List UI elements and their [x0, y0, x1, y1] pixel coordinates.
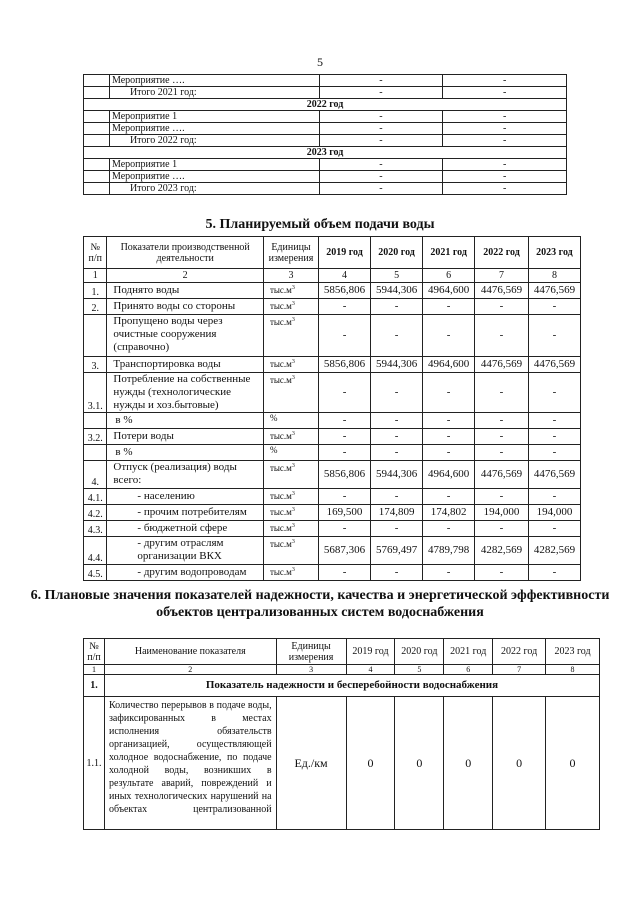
unit-sup: 3	[291, 491, 295, 497]
activity-value-a: -	[319, 135, 443, 147]
indicator-unit	[263, 505, 318, 521]
indicator-value: 4476,569	[475, 461, 529, 489]
unit-sup: 3	[291, 375, 295, 381]
indicator-value: 4964,600	[423, 283, 475, 299]
activity-name: Мероприятие 1	[109, 111, 319, 123]
unit-sup: 3	[291, 359, 295, 365]
indicator-name: - другим водопроводам	[107, 565, 264, 581]
indicator-value: 4476,569	[528, 283, 580, 299]
page-number: 5	[317, 55, 323, 69]
unit-text: %	[269, 413, 278, 423]
indicator-value: -	[528, 429, 580, 445]
hdr-2020: 2020 год	[371, 237, 423, 269]
unit-sup: 3	[291, 285, 295, 291]
col-number: 6	[444, 665, 493, 675]
indicator-value: -	[319, 299, 371, 315]
indicator-row	[84, 315, 581, 357]
indicator-value: 5856,806	[319, 283, 371, 299]
activity-row	[84, 111, 567, 123]
indicator-value: -	[423, 521, 475, 537]
hdr-unit: Единицы измерения	[263, 237, 318, 269]
unit-text: тыс.м	[269, 491, 292, 501]
col-number: 7	[475, 269, 529, 283]
indicator-value: -	[528, 521, 580, 537]
indicator-value: -	[475, 445, 529, 461]
indicator-value: -	[528, 489, 580, 505]
activity-value-b: -	[443, 87, 567, 99]
indicator-value: 4476,569	[528, 357, 580, 373]
indicator-value: -	[475, 521, 529, 537]
indicator-value: -	[371, 565, 423, 581]
indicator-unit	[263, 283, 318, 299]
activity-value-a: -	[319, 75, 443, 87]
indicator-value: -	[475, 489, 529, 505]
unit-sup: 3	[291, 301, 295, 307]
activity-value-a: -	[319, 159, 443, 171]
hdr-2021: 2021 год	[423, 237, 475, 269]
indicator-row	[84, 537, 581, 565]
indicator-value: 5687,306	[319, 537, 371, 565]
activity-row	[84, 147, 567, 159]
indicator-num: 4.5.	[84, 565, 107, 581]
hdr6-2020: 2020 год	[395, 639, 444, 665]
section5-title: 5. Планируемый объем подачи воды	[205, 217, 435, 232]
indicator-unit	[263, 299, 318, 315]
hdr6-num: № п/п	[84, 639, 105, 665]
activity-row	[84, 75, 567, 87]
indicator-num	[84, 413, 107, 429]
indicator-row	[84, 373, 581, 413]
activity-value-a: -	[319, 111, 443, 123]
indicator-num	[84, 445, 107, 461]
indicator-name: в %	[107, 413, 264, 429]
indicator-unit	[263, 565, 318, 581]
indicator-value: 4476,569	[475, 357, 529, 373]
indicator-value: 174,809	[371, 505, 423, 521]
activity-value-a: -	[319, 183, 443, 195]
activity-row	[84, 135, 567, 147]
col-number: 7	[493, 665, 546, 675]
indicator-unit	[263, 537, 318, 565]
col-number: 8	[528, 269, 580, 283]
water-supply-table	[83, 236, 581, 581]
unit-text: тыс.м	[269, 285, 292, 295]
col-number: 3	[276, 665, 346, 675]
activity-row	[84, 99, 567, 111]
indicator-value: -	[528, 373, 580, 413]
indicator-row	[84, 489, 581, 505]
activity-value-a: -	[319, 171, 443, 183]
row-2020: 0	[395, 697, 444, 830]
unit-text: тыс.м	[269, 463, 292, 473]
indicator-num: 4.4.	[84, 537, 107, 565]
indicator-value: -	[475, 373, 529, 413]
indicator-row	[84, 413, 581, 429]
activity-value-a: -	[319, 123, 443, 135]
indicator-value: -	[423, 565, 475, 581]
unit-sup: 3	[291, 463, 295, 469]
activity-name: Мероприятие ….	[109, 171, 319, 183]
indicator-unit	[263, 413, 318, 429]
hdr6-2022: 2022 год	[493, 639, 546, 665]
indicator-value: -	[371, 413, 423, 429]
indicator-row	[84, 521, 581, 537]
row-name: Количество перерывов в подаче воды, зафиксированных в местах исполнения обязательств организацией, осуществляющей холодное водоснабжение, по подаче холодной воды, возникших в результате аварий, повреждений и иных технологических нарушений на объектах централизованной	[104, 697, 276, 830]
indicator-value: -	[423, 373, 475, 413]
hdr-num: № п/п	[84, 237, 107, 269]
indicator-num: 1.	[84, 283, 107, 299]
indicator-value: 4964,600	[423, 461, 475, 489]
indicator-value: -	[319, 521, 371, 537]
indicator-value: 169,500	[319, 505, 371, 521]
indicator-value: -	[528, 299, 580, 315]
row-2019: 0	[346, 697, 395, 830]
indicator-value: -	[423, 429, 475, 445]
col-number: 4	[346, 665, 395, 675]
activity-row	[84, 171, 567, 183]
activity-num	[84, 183, 110, 195]
activity-value-a: -	[319, 87, 443, 99]
unit-text: тыс.м	[269, 539, 292, 549]
row-2022: 0	[493, 697, 546, 830]
col-number: 4	[319, 269, 371, 283]
indicator-value: -	[475, 565, 529, 581]
activity-row	[84, 183, 567, 195]
indicator-value: -	[319, 315, 371, 357]
indicator-name: - другим отраслям организации ВКХ	[107, 537, 264, 565]
indicator-value: -	[371, 299, 423, 315]
col-number: 8	[546, 665, 600, 675]
unit-text: тыс.м	[269, 567, 292, 577]
activity-num	[84, 75, 110, 87]
indicator-value: -	[371, 521, 423, 537]
activity-value-b: -	[443, 183, 567, 195]
unit-text: тыс.м	[269, 523, 292, 533]
indicator-value: 5944,306	[371, 283, 423, 299]
indicator-num: 3.1.	[84, 373, 107, 413]
indicator-name: Принято воды со стороны	[107, 299, 264, 315]
indicator-num: 4.	[84, 461, 107, 489]
indicator-value: 5856,806	[319, 461, 371, 489]
activity-value-b: -	[443, 171, 567, 183]
hdr6-2023: 2023 год	[546, 639, 600, 665]
col-number: 1	[84, 665, 105, 675]
col-number: 3	[263, 269, 318, 283]
activity-row	[84, 159, 567, 171]
activity-row	[84, 87, 567, 99]
unit-text: тыс.м	[269, 375, 292, 385]
indicator-value: -	[319, 429, 371, 445]
unit-sup: 3	[291, 317, 295, 323]
activity-value-b: -	[443, 123, 567, 135]
indicator-unit	[263, 521, 318, 537]
hdr-2023: 2023 год	[528, 237, 580, 269]
indicator-value: -	[475, 299, 529, 315]
indicator-value: -	[371, 445, 423, 461]
hdr6-name: Наименование показателя	[104, 639, 276, 665]
row-2021: 0	[444, 697, 493, 830]
indicator-name: Отпуск (реализация) воды всего:	[107, 461, 264, 489]
indicator-unit	[263, 357, 318, 373]
indicator-name: Потребление на собственные нужды (технологические нужды и хоз.бытовые)	[107, 373, 264, 413]
indicator-value: 4476,569	[475, 283, 529, 299]
unit-sup: 3	[291, 507, 295, 513]
unit-text: тыс.м	[269, 317, 292, 327]
activity-name: Итого 2021 год:	[109, 87, 319, 99]
group-num: 1.	[84, 675, 105, 697]
hdr6-2021: 2021 год	[444, 639, 493, 665]
indicator-value: -	[423, 445, 475, 461]
indicator-value: 194,000	[528, 505, 580, 521]
indicator-name: Потери воды	[107, 429, 264, 445]
indicator-value: -	[528, 445, 580, 461]
indicator-value: -	[528, 315, 580, 357]
indicator-row	[84, 283, 581, 299]
indicator-num: 3.2.	[84, 429, 107, 445]
indicator-num: 4.1.	[84, 489, 107, 505]
indicator-name: - населению	[107, 489, 264, 505]
activity-num	[84, 135, 110, 147]
indicator-row	[84, 565, 581, 581]
hdr-indicator: Показатели производственной деятельности	[107, 237, 264, 269]
indicator-value: 174,802	[423, 505, 475, 521]
indicator-row	[84, 505, 581, 521]
activity-name: Мероприятие ….	[109, 123, 319, 135]
indicator-name: Поднято воды	[107, 283, 264, 299]
indicator-name: - бюджетной сфере	[107, 521, 264, 537]
activity-row	[84, 123, 567, 135]
group-title: Показатель надежности и бесперебойности водоснабжения	[104, 675, 599, 697]
col-number: 2	[104, 665, 276, 675]
activity-name: Итого 2022 год:	[109, 135, 319, 147]
indicator-value: -	[319, 445, 371, 461]
indicator-unit	[263, 429, 318, 445]
indicator-value: -	[423, 315, 475, 357]
unit-sup: 3	[291, 523, 295, 529]
year-heading: 2023 год	[84, 147, 567, 159]
indicator-value: 4282,569	[475, 537, 529, 565]
indicator-value: 5944,306	[371, 461, 423, 489]
unit-text: %	[269, 445, 278, 455]
activity-num	[84, 111, 110, 123]
indicator-value: 4476,569	[528, 461, 580, 489]
unit-sup: 3	[291, 567, 295, 573]
indicator-value: -	[319, 565, 371, 581]
indicator-value: 194,000	[475, 505, 529, 521]
indicator-value: -	[371, 315, 423, 357]
unit-text: тыс.м	[269, 301, 292, 311]
indicator-value: -	[423, 413, 475, 429]
indicator-num: 2.	[84, 299, 107, 315]
indicator-num: 3.	[84, 357, 107, 373]
indicator-value: -	[475, 315, 529, 357]
activity-value-b: -	[443, 135, 567, 147]
activity-value-b: -	[443, 111, 567, 123]
indicator-num: 4.2.	[84, 505, 107, 521]
row-unit: Ед./км	[276, 697, 346, 830]
indicator-value: -	[319, 413, 371, 429]
activity-num	[84, 171, 110, 183]
indicator-unit	[263, 461, 318, 489]
activity-name: Мероприятие 1	[109, 159, 319, 171]
indicator-value: -	[371, 373, 423, 413]
activity-value-b: -	[443, 75, 567, 87]
unit-sup: 3	[291, 431, 295, 437]
unit-sup: 3	[291, 539, 295, 545]
unit-text: тыс.м	[269, 431, 292, 441]
indicator-value: -	[423, 489, 475, 505]
indicator-value: -	[319, 373, 371, 413]
row-2023: 0	[546, 697, 600, 830]
indicator-value: -	[528, 565, 580, 581]
unit-text: тыс.м	[269, 359, 292, 369]
indicator-row	[84, 461, 581, 489]
indicator-unit	[263, 489, 318, 505]
indicator-name: Транспортировка воды	[107, 357, 264, 373]
activity-value-b: -	[443, 159, 567, 171]
indicator-value: -	[371, 429, 423, 445]
indicator-value: 4282,569	[528, 537, 580, 565]
indicator-value: -	[475, 429, 529, 445]
col-number: 1	[84, 269, 107, 283]
col-number: 2	[107, 269, 264, 283]
col-number: 5	[371, 269, 423, 283]
indicator-name: - прочим потребителям	[107, 505, 264, 521]
reliability-table	[83, 638, 600, 830]
hdr6-2019: 2019 год	[346, 639, 395, 665]
indicator-unit	[263, 373, 318, 413]
year-heading: 2022 год	[84, 99, 567, 111]
indicator-name: в %	[107, 445, 264, 461]
indicator-row	[84, 429, 581, 445]
indicator-value: 5944,306	[371, 357, 423, 373]
indicator-unit	[263, 315, 318, 357]
indicator-value: 4964,600	[423, 357, 475, 373]
col-number: 6	[423, 269, 475, 283]
activity-num	[84, 87, 110, 99]
indicator-row	[84, 445, 581, 461]
indicator-value: -	[475, 413, 529, 429]
indicator-num	[84, 315, 107, 357]
hdr-2019: 2019 год	[319, 237, 371, 269]
indicator-row	[84, 299, 581, 315]
indicator-value: 5856,806	[319, 357, 371, 373]
hdr-2022: 2022 год	[475, 237, 529, 269]
indicator-num: 4.3.	[84, 521, 107, 537]
col-number: 5	[395, 665, 444, 675]
section6-title: 6. Плановые значения показателей надежности, качества и энергетической эффективности объектов централизованных систем водоснабжения	[30, 588, 610, 620]
indicator-value: 4789,798	[423, 537, 475, 565]
hdr6-unit: Единицы измерения	[276, 639, 346, 665]
indicator-value: -	[319, 489, 371, 505]
indicator-value: -	[423, 299, 475, 315]
indicator-unit	[263, 445, 318, 461]
row-num: 1.1.	[84, 697, 105, 830]
indicator-row	[84, 357, 581, 373]
indicator-value: -	[371, 489, 423, 505]
activities-table	[83, 74, 567, 195]
activity-num	[84, 159, 110, 171]
activity-name: Итого 2023 год:	[109, 183, 319, 195]
indicator-value: -	[528, 413, 580, 429]
unit-text: тыс.м	[269, 507, 292, 517]
indicator-value: 5769,497	[371, 537, 423, 565]
activity-num	[84, 123, 110, 135]
activity-name: Мероприятие ….	[109, 75, 319, 87]
indicator-name: Пропущено воды через очистные сооружения (справочно)	[107, 315, 264, 357]
